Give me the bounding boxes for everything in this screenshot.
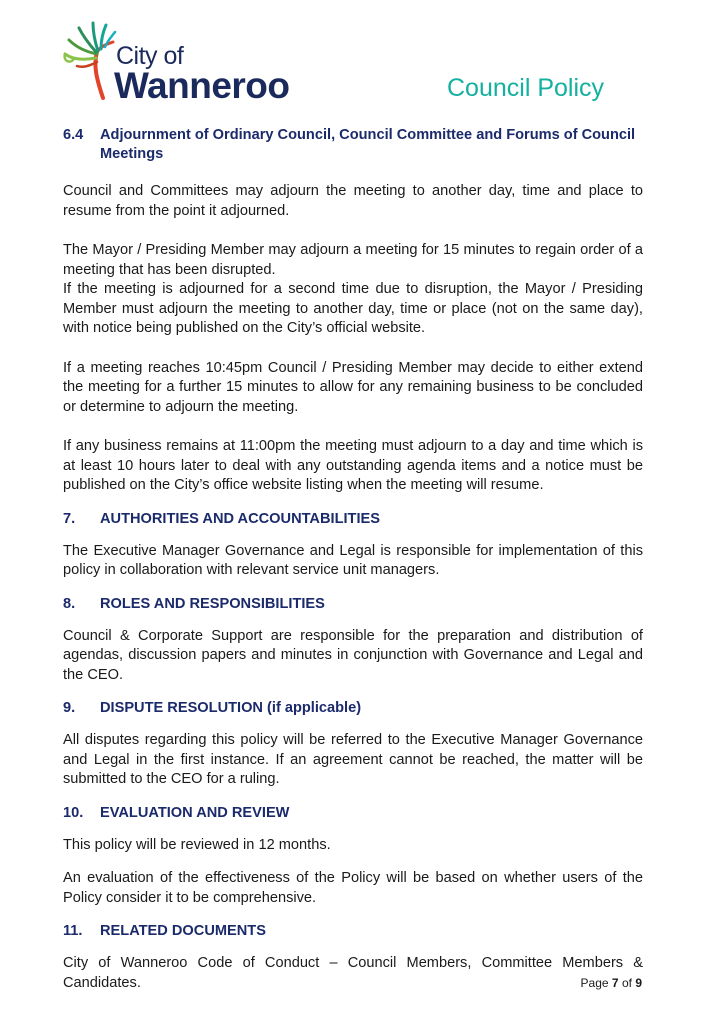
section-8-heading [63, 595, 643, 614]
section-6-4-heading [63, 126, 643, 164]
paragraph: All disputes regarding this policy will be referred to the Executive Manager Governance and Legal in the first instance. If an agreement cannot be reached, the matter will be submitted to the CEO for a ruling. [63, 732, 643, 787]
paragraph: This policy will be reviewed in 12 months. [63, 836, 331, 853]
section-title: RELATED DOCUMENTS [100, 923, 266, 939]
document-body [63, 126, 643, 993]
page-label: Page [580, 976, 609, 990]
current-page: 7 [611, 976, 619, 990]
paragraph: The Mayor / Presiding Member may adjourn a meeting for 15 minutes to regain order of a meeting that has been disrupted. [63, 242, 643, 278]
section-title: ROLES AND RESPONSIBILITIES [100, 595, 325, 612]
section-11-heading [63, 922, 643, 941]
page-number-footer [581, 976, 642, 990]
section-10-heading [63, 804, 643, 823]
of-label: of [621, 976, 632, 990]
logo-city-of-text: City of [116, 42, 184, 70]
section-title: EVALUATION AND REVIEW [100, 804, 290, 821]
section-7-heading [63, 510, 643, 529]
paragraph: If the meeting is adjourned for a second time due to disruption, the Mayor / Presiding Member must adjourn the meeting to another day, time or place (not on the same day), with notice being published on the City’s official website. [63, 281, 643, 336]
logo-wanneroo-text: Wanneroo [114, 65, 290, 106]
section-title: Adjournment of Ordinary Council, Council Committee and Forums of Council Meetings [100, 127, 636, 162]
city-of-wanneroo-logo [63, 18, 298, 104]
paragraph: If any business remains at 11:00pm the meeting must adjourn to a day and time which is at least 10 hours later to deal with any outstanding agenda items and a notice must be published on the City’s office website listing when the meeting will resume. [63, 438, 643, 493]
section-number: 9. [63, 700, 76, 716]
section-number: 7. [63, 510, 76, 527]
paragraph: Council & Corporate Support are responsible for the preparation and distribution of agendas, discussion papers and minutes in conjunction with Governance and Legal and the CEO. [63, 627, 643, 683]
paragraph: The Executive Manager Governance and Legal is responsible for implementation of this policy in collaboration with relevant service unit managers. [63, 542, 643, 578]
section-number: 11. [63, 923, 83, 939]
section-title: AUTHORITIES AND ACCOUNTABILITIES [100, 510, 380, 527]
document-type-title: Council Policy [447, 74, 605, 102]
paragraph: City of Wanneroo Code of Conduct – Council Members, Committee Members & Candidates. [63, 955, 643, 991]
section-number: 10. [63, 804, 84, 821]
paragraph: An evaluation of the effectiveness of the Policy will be based on whether users of the Policy consider it to be comprehensive. [63, 870, 643, 906]
section-9-heading [63, 699, 643, 718]
section-number: 8. [63, 595, 76, 612]
section-number: 6.4 [63, 127, 84, 143]
total-pages: 9 [635, 976, 642, 990]
paragraph: If a meeting reaches 10:45pm Council / Presiding Member may decide to either extend the meeting for a further 15 minutes to allow for any remaining business to be concluded or determine to adjourn the meeting. [63, 359, 643, 415]
paragraph: Council and Committees may adjourn the meeting to another day, time and place to resume from the point it adjourned. [63, 183, 643, 219]
section-title: DISPUTE RESOLUTION (if applicable) [100, 700, 362, 716]
